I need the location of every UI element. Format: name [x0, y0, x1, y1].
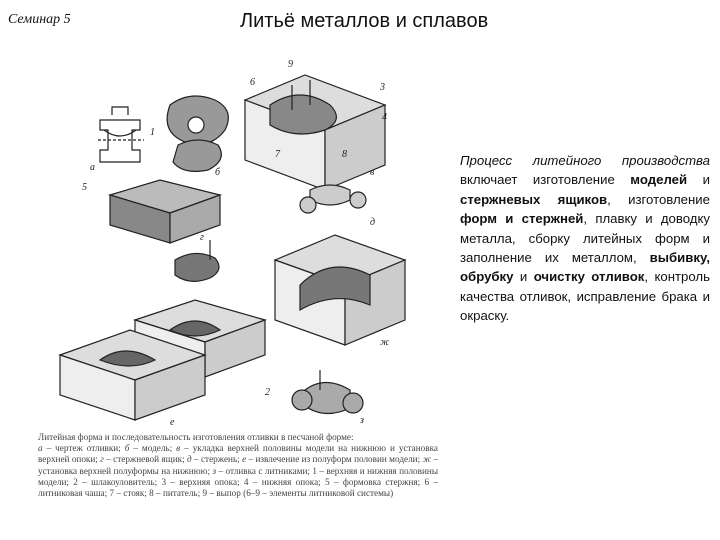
flask-with-model	[245, 75, 385, 190]
para-bold-models: моделей	[630, 172, 688, 188]
label-g: г	[200, 232, 204, 243]
para-text-4: и	[687, 172, 710, 188]
caption-5: – модель;	[129, 443, 177, 454]
caption-10: д	[187, 454, 192, 465]
label-zh: ж	[380, 337, 390, 348]
label-e: е	[170, 417, 175, 428]
para-bold-molds: форм и стержней	[460, 211, 584, 227]
label-b: б	[215, 167, 221, 178]
caption-1: Литейная форма и последовательность изготовления отливки в песчаной форме:	[38, 432, 354, 442]
para-text-2: включает изготовление	[460, 172, 631, 188]
casting-with-gates	[292, 370, 363, 414]
label-n4: 4	[382, 112, 387, 123]
para-bold-cleaning: очистку отливок	[533, 269, 645, 285]
label-n3: 3	[380, 82, 385, 93]
caption-11: – стержень;	[191, 454, 243, 465]
caption-6: в	[176, 443, 181, 454]
assembled-flask	[275, 235, 405, 345]
label-v: в	[370, 167, 375, 178]
label-n6: 6	[250, 77, 255, 88]
caption-3: – чертеж отливки;	[42, 443, 125, 454]
label-z: з	[360, 415, 364, 426]
caption-9: – стержневой ящик;	[103, 454, 187, 465]
label-a: а	[90, 162, 95, 173]
casting-model	[167, 96, 228, 171]
label-n1: 1	[150, 127, 155, 138]
para-text-10: и	[513, 269, 534, 285]
label-d: д	[370, 217, 376, 228]
process-description	[460, 151, 710, 326]
caption-12: е	[242, 454, 247, 465]
casting-process-figure	[20, 45, 460, 445]
para-text-6: , изготовление	[607, 191, 711, 207]
pattern-part	[175, 240, 219, 281]
page-title: Литьё металлов и сплавов	[240, 10, 489, 32]
para-text-8: , плавку и доводку металла, сборку литейных форм и заполнение их металлом,	[460, 211, 710, 266]
caption-14: ж	[422, 454, 432, 465]
lower-flasks	[60, 300, 265, 420]
seminar-label: Семинар 5	[8, 12, 71, 27]
para-text-12: , контроль качества отливок, исправление брака и окраску.	[460, 269, 710, 324]
caption-8: г	[100, 454, 104, 465]
caption-15: – установка верхней полуформы на нижнюю;	[38, 454, 439, 476]
caption-17: – отливка с литниками; 1 – верхняя и нижняя половины модели; 2 – шлакоуловитель; 3 – верхняя опока; 4 – нижняя опока; 5 – формовка стержня; 6 – литниковая чаша; 7 – стояк; 8 – питатель; 9 – выпор (6–9 – элементы литниковой системы)	[38, 465, 438, 499]
para-bold-knockout: выбивку, обрубку	[460, 250, 710, 285]
figure-caption	[38, 432, 438, 499]
para-bold-core-boxes: стержневых ящиков	[460, 191, 608, 207]
caption-2: а	[38, 443, 43, 454]
para-lead: Процесс литейного производства	[460, 153, 710, 168]
label-n7: 7	[275, 149, 280, 160]
caption-16: з	[212, 465, 217, 476]
casting-drawing	[98, 107, 144, 162]
caption-4: б	[124, 443, 130, 454]
label-n9: 9	[288, 59, 293, 70]
caption-7: – укладка верхней половины модели на нижнюю и установка верхней опоки;	[38, 443, 438, 465]
label-n5: 5	[82, 182, 87, 193]
core	[300, 185, 366, 213]
label-n2: 2	[265, 387, 270, 398]
label-n8: 8	[342, 149, 347, 160]
caption-13: – извлечение из полуформ половин модели;	[246, 454, 423, 465]
